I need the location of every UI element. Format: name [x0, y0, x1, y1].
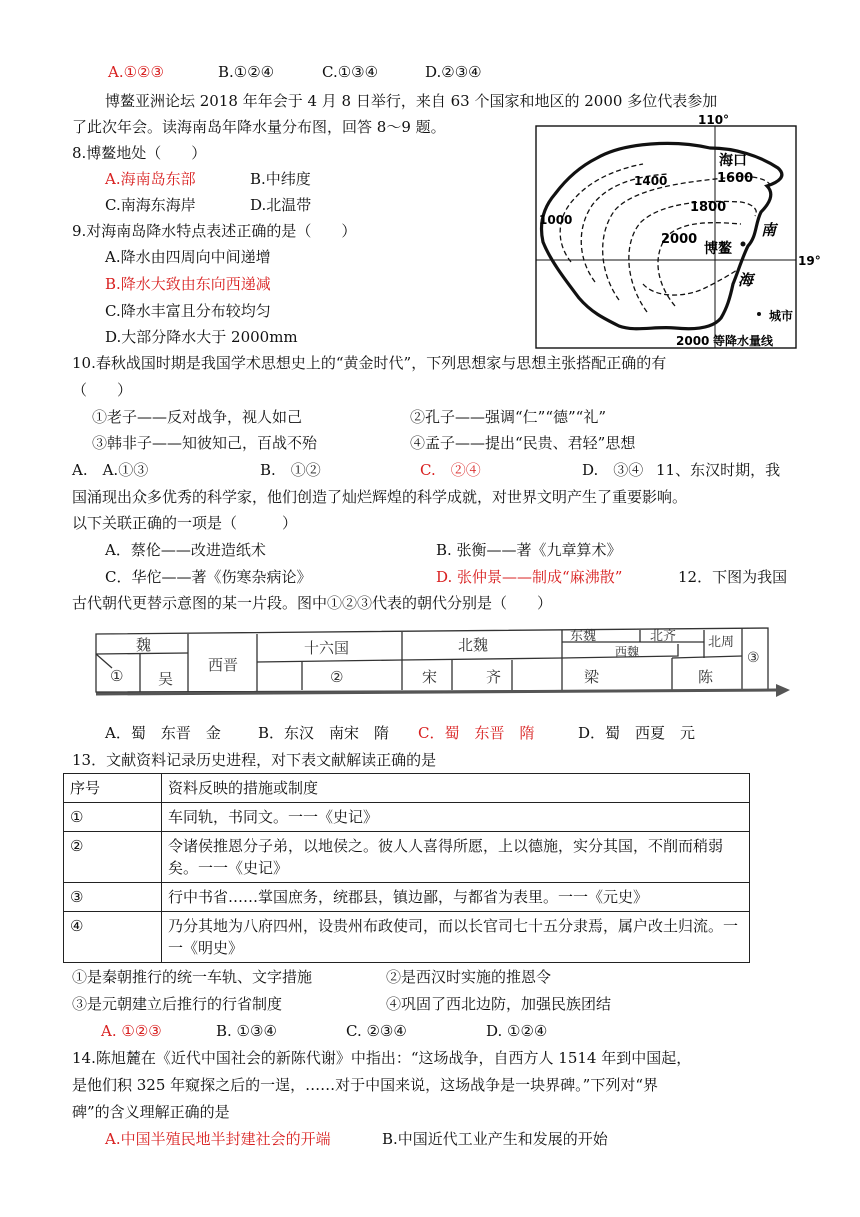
q10-item-2: ②孔子——强调“仁”“德”“礼”: [410, 408, 607, 426]
table-header-cell: 序号: [64, 774, 162, 803]
q11-option-d: D. 张仲景——制成“麻沸散”: [436, 568, 623, 586]
q13-option-b: B. ①③④: [216, 1022, 277, 1040]
timeline-xijin: 西晋: [208, 656, 239, 674]
q11-option-c: C．华佗——著《伤寒杂病论》: [105, 568, 312, 586]
boao-city-dot: [741, 242, 746, 247]
q9-option-d: D.大部分降水大于 2000mm: [105, 328, 298, 346]
haikou-label: 海口: [719, 153, 747, 169]
q8-option-b: B.中纬度: [250, 170, 311, 188]
q14-option-b: B.中国近代工业产生和发展的开始: [382, 1130, 608, 1148]
q13-table: [63, 773, 750, 963]
q8-option-a: A.海南岛东部: [105, 170, 196, 188]
sea-label-hai: 海: [738, 271, 754, 289]
isohyet-label-2000: 2000: [661, 232, 698, 247]
q7-option-d: D.②③④: [425, 63, 482, 81]
timeline-circle-2: ②: [330, 668, 344, 686]
sea-label-nan: 南: [761, 221, 777, 239]
q13-statement-3: ③是元朝建立后推行的行省制度: [72, 995, 283, 1013]
q13-statement-1: ①是秦朝推行的统一车轨、文字措施: [72, 968, 313, 986]
isohyet-label-1000: 1000: [539, 213, 573, 227]
table-row: [64, 803, 750, 832]
table-cell: ④: [64, 912, 162, 963]
timeline-beiqi: 北齐: [650, 629, 677, 644]
q10-option-a: A. A.①③: [72, 461, 149, 479]
dynasty-timeline: [92, 620, 792, 702]
legend-city-dot: [757, 312, 761, 316]
timeline-wu: 吴: [158, 670, 174, 688]
table-header-cell: 资料反映的措施或制度: [162, 774, 750, 803]
q14-option-a: A.中国半殖民地半封建社会的开端: [105, 1130, 331, 1148]
table-cell: 行中书省……掌国庶务，统郡县，镇边鄙，与都省为表里。一一《元史》: [162, 883, 750, 912]
q11-option-a: A．蔡伦——改进造纸术: [105, 541, 266, 559]
isohyet-label-1400: 1400: [634, 174, 668, 188]
q10-stem-2: （ ）: [72, 381, 133, 399]
q13-option-a: A. ①②③: [101, 1022, 162, 1040]
q11-stem-3: 以下关联正确的一项是（ ）: [72, 514, 298, 532]
timeline-chen: 陈: [698, 668, 714, 686]
q10-stem-1: 10.春秋战国时期是我国学术思想史上的“黄金时代”，下列思想家与思想主张搭配正确的有: [72, 354, 667, 372]
q11-stem-1: 11、东汉时期，我: [656, 461, 781, 479]
q13-statement-2: ②是西汉时实施的推恩令: [386, 968, 552, 986]
q7-option-b: B.①②④: [218, 63, 275, 81]
q8-option-d: D.北温带: [250, 196, 312, 214]
q9-option-b: B.降水大致由东向西递减: [105, 275, 271, 293]
timeline-song: 宋: [422, 668, 438, 686]
q13-option-c: C. ②③④: [346, 1022, 407, 1040]
intro-line-1: 博鳌亚洲论坛 2018 年年会于 4 月 8 日举行，来自 63 个国家和地区的 2000 多位代表参加: [105, 92, 718, 110]
q14-stem-1: 14.陈旭麓在《近代中国社会的新陈代谢》中指出：“这场战争，自西方人 1514 年到中国起，: [72, 1049, 692, 1067]
q10-item-3: ③韩非子——知彼知己，百战不殆: [92, 434, 318, 452]
longitude-label: 110°: [698, 113, 730, 127]
timeline-beizhou: 北周: [708, 635, 735, 650]
q9-option-c: C.降水丰富且分布较均匀: [105, 302, 271, 320]
q13-stem: 13．文献资料记录历史进程，对下表文献解读正确的是: [72, 751, 437, 769]
table-cell: 乃分其地为八府四州，设贵州布政使司，而以长官司七十五分隶焉，属户改土归流。一一《明史》: [162, 912, 750, 963]
q10-option-d: D. ③④: [582, 461, 644, 479]
legend-isohyet-sample: 2000: [676, 334, 710, 348]
q12-option-c: C．蜀 东晋 隋: [418, 724, 535, 742]
table-row: [64, 912, 750, 963]
table-cell: ②: [64, 832, 162, 883]
q8-option-c: C.南海东海岸: [105, 196, 196, 214]
q10-option-b: B. ①②: [260, 461, 321, 479]
table-row: [64, 832, 750, 883]
timeline-circle-1: ①: [110, 667, 124, 685]
timeline-dongwei: 东魏: [570, 629, 597, 644]
q14-stem-3: 碑”的含义理解正确的是: [72, 1103, 230, 1121]
q11-option-b: B. 张衡——著《九章算术》: [436, 541, 622, 559]
q12-option-a: A．蜀 东晋 金: [105, 724, 221, 742]
hainan-rainfall-map: [535, 112, 825, 350]
boao-label: 博鳌: [704, 241, 732, 257]
q12-stem-2: 古代朝代更替示意图的某一片段。图中①②③代表的朝代分别是（ ）: [72, 594, 553, 612]
intro-line-2: 了此次年会。读海南岛年降水量分布图，回答 8～9 题。: [72, 118, 446, 136]
timeline-shiliuguo: 十六国: [304, 639, 350, 657]
timeline-wei: 魏: [136, 636, 152, 654]
q12-option-d: D．蜀 西夏 元: [578, 724, 696, 742]
latitude-label: 19°: [798, 254, 821, 268]
timeline-circle-3: ③: [747, 650, 760, 666]
isohyet-label-1600: 1600: [717, 171, 754, 186]
timeline-liang: 梁: [584, 668, 600, 686]
timeline-qi: 齐: [486, 668, 502, 686]
q10-option-c: C. ②④: [420, 461, 481, 479]
q8-stem: 8.博鳌地处（ ）: [72, 144, 207, 162]
q14-stem-2: 是他们积 325 年窥探之后的一逞，……对于中国来说，这场战争是一块界碑。”下列对“界: [72, 1076, 659, 1094]
table-header-row: [64, 774, 750, 803]
table-cell: 车同轨，书同文。一一《史记》: [162, 803, 750, 832]
table-row: [64, 883, 750, 912]
q13-statement-4: ④巩固了西北边防，加强民族团结: [386, 995, 612, 1013]
isohyet-label-1800: 1800: [690, 200, 727, 215]
q10-item-1: ①老子——反对战争，视人如己: [92, 408, 303, 426]
q12-stem-1: 12．下图为我国: [678, 568, 788, 586]
q9-option-a: A.降水由四周向中间递增: [105, 248, 271, 266]
legend-city-label: 城市: [769, 309, 794, 323]
timeline-beiwei: 北魏: [458, 636, 489, 654]
legend-isohyet-label: 等降水量线: [713, 334, 774, 348]
table-cell: 令诸侯推恩分子弟，以地侯之。彼人人喜得所愿，上以德施，实分其国，不削而稍弱矣。一一《史记》: [162, 832, 750, 883]
q11-stem-2: 国涌现出众多优秀的科学家，他们创造了灿烂辉煌的科学成就，对世界文明产生了重要影响。: [72, 488, 688, 506]
q10-item-4: ④孟子——提出“民贵、君轻”思想: [410, 434, 636, 452]
q9-stem: 9.对海南岛降水特点表述正确的是（ ）: [72, 222, 357, 240]
q13-option-d: D. ①②④: [486, 1022, 548, 1040]
table-cell: ③: [64, 883, 162, 912]
q12-option-b: B．东汉 南宋 隋: [258, 724, 390, 742]
table-cell: ①: [64, 803, 162, 832]
q7-option-c: C.①③④: [322, 63, 379, 81]
timeline-xiwei: 西魏: [615, 645, 640, 659]
q7-option-a: A.①②③: [108, 63, 164, 81]
